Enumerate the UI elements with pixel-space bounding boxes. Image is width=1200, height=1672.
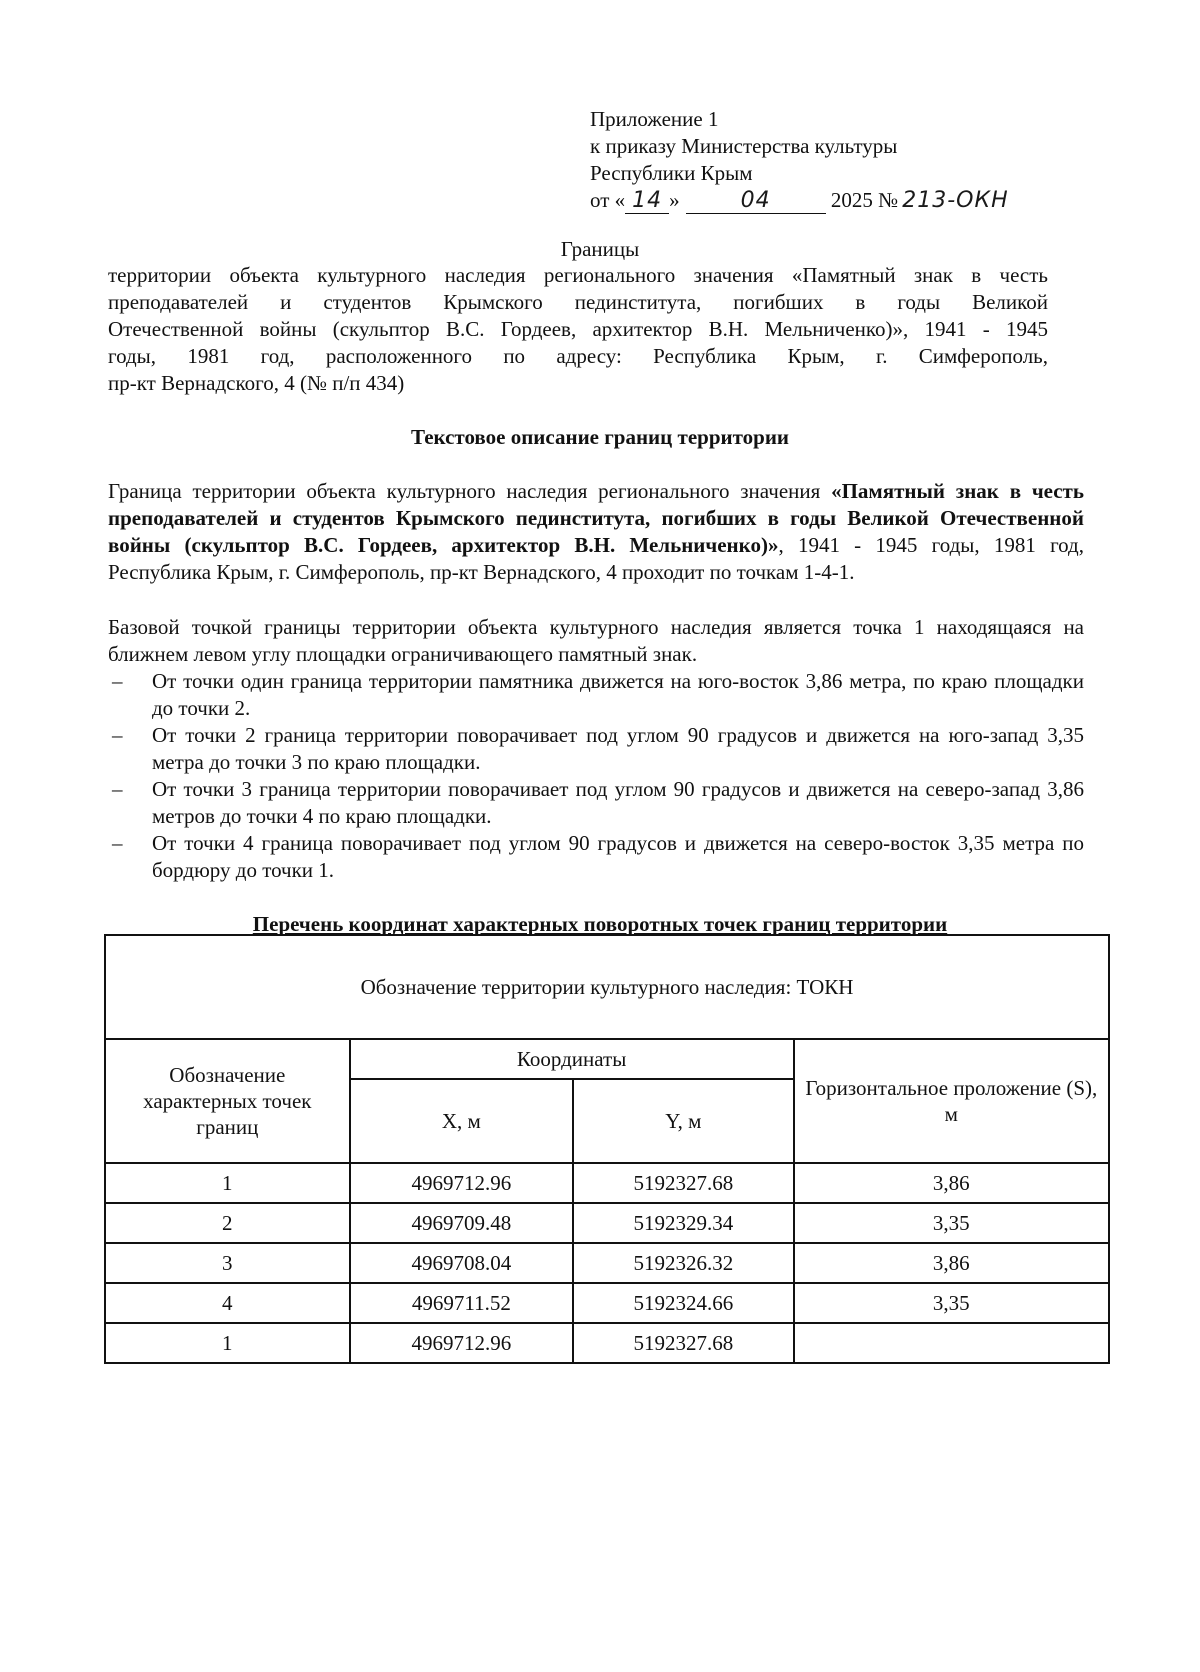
header-y: Y, м <box>573 1079 794 1163</box>
cell-x: 4969712.96 <box>350 1163 573 1203</box>
territory-designation: Обозначение территории культурного наследия: ТОКН <box>105 935 1109 1039</box>
date-prefix: от « <box>590 188 626 212</box>
paragraph-intro: Граница территории объекта культурного наследия регионального значения <box>108 479 832 503</box>
list-item-text: От точки 2 граница территории поворачивает под углом 90 градусов и движется на юго-запад 3,35 метра до точки 3 по краю площадки. <box>152 723 1084 774</box>
table-row <box>105 1203 1109 1243</box>
section-heading: Текстовое описание границ территории <box>410 425 790 449</box>
header-point-designation: Обозначение характерных точек границ <box>105 1039 350 1163</box>
dash-bullet: – <box>112 669 123 693</box>
table-title: Перечень координат характерных поворотных точек границ территории <box>252 912 948 936</box>
table-row <box>105 1283 1109 1323</box>
cell-s: 3,86 <box>794 1243 1109 1283</box>
cell-y: 5192327.68 <box>573 1323 794 1363</box>
cell-y: 5192326.32 <box>573 1243 794 1283</box>
list-item-text: От точки 4 граница поворачивает под углом 90 градусов и движется на северо-восток 3,35 метра по бордюру до точки 1. <box>152 831 1084 882</box>
subtitle-line: пр-кт Вернадского, 4 (№ п/п 434) <box>108 371 405 395</box>
list-item <box>108 776 1084 830</box>
subtitle-line: годы, 1981 год, расположенного по адресу: Республика Крым, г. Симферополь, <box>108 344 1048 368</box>
list-item-text: От точки 3 граница территории поворачивает под углом 90 градусов и движется на северо-запад 3,86 метров до точки 4 по краю площадки. <box>152 777 1084 828</box>
cell-s: 3,35 <box>794 1283 1109 1323</box>
cell-point: 1 <box>105 1163 350 1203</box>
cell-point: 3 <box>105 1243 350 1283</box>
dash-bullet: – <box>112 723 123 747</box>
cell-s: 3,86 <box>794 1163 1109 1203</box>
handwritten-order-number: 213-ОКН <box>902 188 1009 213</box>
handwritten-day: 14 <box>625 189 669 214</box>
paragraph-rest: , 1941 - 1945 годы, 1981 год, Республика Крым, г. Симферополь, пр-кт Вернадского, 4 проходит по точкам 1-4-1. <box>108 533 1084 584</box>
date-quote-close: » <box>669 188 680 212</box>
monument-name: «Памятный знак в честь преподавателей и студентов Крымского пединститута, погибших в годы Великой Отечественной войны (скульптор В.С. Гордеев, архитектор В.Н. Мельниченко)» <box>108 479 1084 557</box>
appendix-republic: Республики Крым <box>590 161 753 185</box>
cell-point: 1 <box>105 1323 350 1363</box>
cell-y: 5192329.34 <box>573 1203 794 1243</box>
cell-point: 4 <box>105 1283 350 1323</box>
cell-s: 3,35 <box>794 1203 1109 1243</box>
header-horizontal-distance: Горизонтальное проложение (S), м <box>794 1039 1109 1163</box>
list-item <box>108 830 1084 884</box>
cell-x: 4969712.96 <box>350 1323 573 1363</box>
list-item <box>108 722 1084 776</box>
table-row <box>105 1323 1109 1363</box>
cell-s <box>794 1323 1109 1363</box>
dash-bullet: – <box>112 777 123 801</box>
header-x: X, м <box>350 1079 573 1163</box>
dash-bullet: – <box>112 831 123 855</box>
appendix-order-ref: к приказу Министерства культуры <box>590 134 898 158</box>
cell-x: 4969711.52 <box>350 1283 573 1323</box>
subtitle-line: преподавателей и студентов Крымского пединститута, погибших в годы Великой <box>108 290 1048 314</box>
list-item <box>108 668 1084 722</box>
table-row <box>105 1163 1109 1203</box>
list-item-text: От точки один граница территории памятника движется на юго-восток 3,86 метра, по краю площадки до точки 2. <box>152 669 1084 720</box>
coordinates-table <box>104 934 1110 1364</box>
subtitle-line: Отечественной войны (скульптор В.С. Гордеев, архитектор В.Н. Мельниченко)», 1941 - 1945 <box>108 317 1048 341</box>
cell-y: 5192324.66 <box>573 1283 794 1323</box>
year-label: 2025 № <box>830 188 899 212</box>
boundary-steps-list <box>108 668 1084 884</box>
appendix-block <box>590 106 1060 214</box>
cell-point: 2 <box>105 1203 350 1243</box>
appendix-title: Приложение 1 <box>590 107 719 131</box>
document-title: Границы <box>560 237 640 261</box>
header-coordinates: Координаты <box>350 1039 794 1079</box>
paragraph-boundary <box>108 478 1084 586</box>
subtitle-line: территории объекта культурного наследия регионального значения «Памятный знак в честь <box>108 263 1048 287</box>
cell-y: 5192327.68 <box>573 1163 794 1203</box>
paragraph-base-point: Базовой точкой границы территории объекта культурного наследия является точка 1 находящаяся на ближнем левом углу площадки ограничивающего памятный знак. <box>108 615 1084 666</box>
handwritten-month: 04 <box>686 189 826 214</box>
order-date-line <box>590 187 1060 214</box>
document-subtitle <box>108 262 1048 397</box>
cell-x: 4969709.48 <box>350 1203 573 1243</box>
cell-x: 4969708.04 <box>350 1243 573 1283</box>
table-row <box>105 1243 1109 1283</box>
